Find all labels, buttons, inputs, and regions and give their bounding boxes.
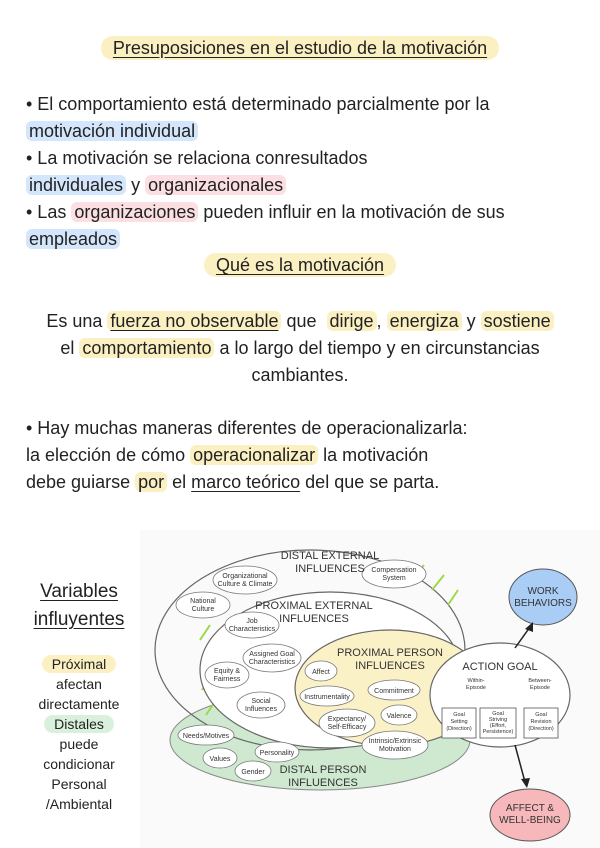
highlight-term: energiza (387, 311, 462, 331)
bullet-text: y (126, 175, 146, 195)
node-label: (Effort, (489, 723, 507, 729)
node-label: Personality (259, 750, 295, 757)
node-label: Intrinsic/Extrinsic (368, 738, 422, 745)
page-title: Presuposiciones en el estudio de la motivación (101, 36, 499, 60)
text: la motivación (318, 445, 429, 465)
work-behaviors-label: WORK (527, 586, 559, 597)
highlight-term: comportamiento (79, 338, 214, 358)
action-goal-label: ACTION GOAL (462, 661, 538, 673)
distal-badge: Distales (44, 715, 114, 733)
definition-paragraph (20, 308, 580, 389)
definition-line: cambiantes. (251, 365, 349, 385)
social-influences-node (237, 692, 285, 718)
text: y (461, 311, 481, 331)
sidebar-text: /Ambiental (45, 796, 113, 812)
affect-wellbeing-label: WELL-BEING (499, 815, 561, 826)
node-label: Values (209, 756, 231, 763)
definition-line (20, 308, 580, 335)
node-label: Goal (492, 711, 504, 717)
presuppositions-list (26, 91, 586, 253)
node-label: Fairness (213, 676, 241, 683)
national-culture-node (176, 592, 230, 618)
operationalization-text (26, 415, 586, 496)
node-label: Persistence) (482, 729, 514, 735)
text: debe guiarse (26, 472, 136, 492)
bullet-text: • El comportamiento está determinado parcialmente por la (26, 94, 490, 114)
highlight-term: empleados (26, 229, 120, 249)
node-label: Social (251, 698, 271, 705)
section-header (0, 38, 600, 59)
node-label: Assigned Goal (249, 651, 295, 658)
bullet-3 (26, 199, 586, 253)
sidebar-title-line: Variables (40, 581, 118, 602)
text-line (26, 442, 586, 469)
proximal-person-label: INFLUENCES (355, 660, 425, 672)
node-label: Commitment (374, 688, 414, 695)
node-label: Influences (245, 706, 277, 713)
node-label: Needs/Motives (182, 733, 230, 740)
node-label: Goal (535, 712, 547, 718)
proximal-block (14, 654, 144, 714)
expectancy-node (319, 709, 375, 737)
intrinsic-node (362, 731, 428, 759)
node-label: Goal (453, 712, 465, 718)
node-label: Job (246, 618, 258, 625)
text-line (26, 469, 586, 496)
variables-sidebar (14, 578, 144, 814)
node-label: (Direction) (446, 726, 472, 732)
text: la elección de cómo (26, 445, 191, 465)
section-title: Qué es la motivación (204, 253, 396, 277)
bullet-text: • Hay muchas maneras diferentes de operacionalizarla: (26, 418, 468, 438)
underlined-term: marco teórico (191, 472, 301, 492)
motivation-diagram (140, 530, 600, 848)
bullet-text: • La motivación se relaciona conresultados (26, 148, 368, 168)
compensation-node (362, 560, 426, 588)
proximal-person-label: PROXIMAL PERSON (337, 647, 443, 659)
node-label: Characteristics (228, 626, 276, 633)
highlight-term: operacionalizar (190, 445, 318, 465)
node-label: Motivation (379, 746, 411, 753)
sidebar-title-line: influyentes (33, 609, 125, 630)
text: a lo largo del tiempo y en circunstancias (214, 338, 540, 358)
bullet-text: • Las (26, 202, 72, 222)
text: el (60, 338, 80, 358)
highlight-term: organizacionales (145, 175, 286, 195)
node-label: Within- (467, 678, 485, 684)
bullet-2 (26, 145, 586, 199)
proximal-badge: Próximal (42, 655, 116, 673)
node-label: Gender (241, 769, 265, 776)
node-label: Instrumentality (304, 694, 350, 701)
node-label: Valence (386, 713, 412, 720)
distal-person-label: DISTAL PERSON (279, 764, 367, 776)
node-label: Revision (530, 719, 552, 725)
text: Es una (46, 311, 108, 331)
node-label: Between- (528, 678, 552, 684)
distal-external-label: INFLUENCES (295, 563, 365, 575)
node-label: Episode (530, 685, 550, 691)
work-behaviors-label: BEHAVIORS (514, 598, 572, 609)
node-label: (Direction) (528, 726, 554, 732)
node-label: Episode (466, 685, 486, 691)
sidebar-text: Personal (51, 776, 107, 792)
node-label: Self-Efficacy (327, 724, 367, 731)
highlight-term: dirige (327, 311, 377, 331)
sidebar-text: condicionar (43, 756, 115, 772)
job-characteristics-node (225, 612, 279, 638)
node-label: Compensation (371, 567, 417, 574)
sidebar-text: directamente (38, 696, 120, 712)
node-label: National (190, 598, 216, 605)
node-label: Organizational (222, 573, 268, 580)
highlight-term: por (135, 472, 167, 492)
work-behaviors-node (509, 569, 577, 625)
definition-line (20, 335, 580, 362)
affect-wellbeing-label: AFFECT & (505, 803, 555, 814)
distal-external-label: DISTAL EXTERNAL (280, 550, 380, 562)
bullet-1 (26, 91, 586, 145)
text: que (281, 311, 327, 331)
distal-person-label: INFLUENCES (288, 777, 358, 789)
node-label: System (382, 575, 406, 582)
text: el (167, 472, 192, 492)
highlight-term: sostiene (481, 311, 554, 331)
text: , (376, 311, 387, 331)
node-label: Characteristics (248, 659, 296, 666)
sidebar-text: afectan (56, 676, 102, 692)
sidebar-title (14, 578, 144, 634)
assigned-goal-node (243, 644, 301, 672)
proximal-external-label: PROXIMAL EXTERNAL (255, 600, 373, 612)
sidebar-text: puede (59, 736, 99, 752)
proximal-external-label: INFLUENCES (279, 613, 349, 625)
highlight-term: organizaciones (71, 202, 198, 222)
bullet-text: pueden influir en la motivación de sus (198, 202, 505, 222)
node-label: Affect (312, 669, 330, 676)
equity-node (205, 662, 249, 688)
node-label: Culture & Climate (217, 581, 273, 588)
node-label: Striving (488, 717, 508, 723)
node-label: Expectancy/ (327, 716, 367, 723)
highlight-term: fuerza no observable (107, 311, 281, 331)
node-label: Equity & (213, 668, 241, 675)
highlight-term: motivación individual (26, 121, 198, 141)
node-label: Setting (450, 719, 468, 725)
distal-block (14, 714, 144, 814)
text: del que se parta. (300, 472, 440, 492)
highlight-term: individuales (26, 175, 126, 195)
org-culture-node (213, 566, 277, 594)
node-label: Culture (191, 606, 215, 613)
section-header (0, 255, 600, 276)
